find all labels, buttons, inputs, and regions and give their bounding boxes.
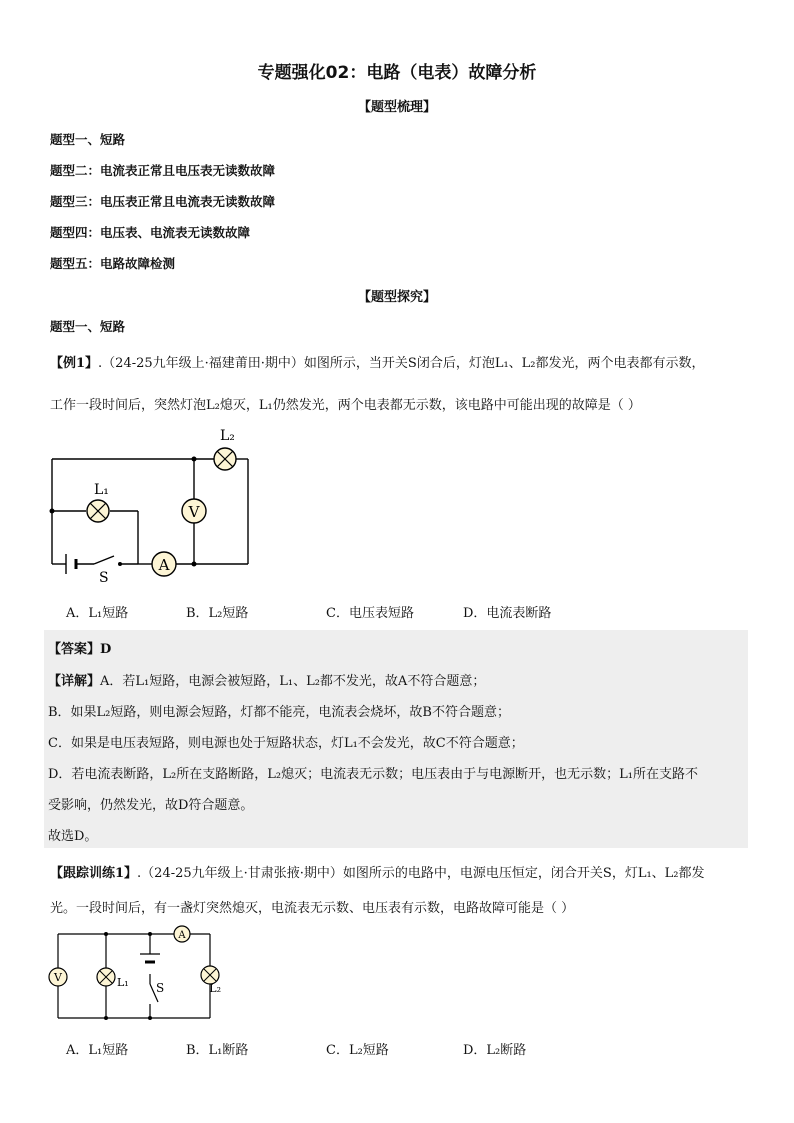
example1-tag: 【例1】 bbox=[50, 356, 99, 371]
section-heading-overview: 【题型梳理】 bbox=[357, 100, 436, 115]
answer-detail-line2: B．如果L₂短路，则电源会短路，灯都不能亮，电流表会烧坏，故B不符合题意； bbox=[48, 705, 510, 720]
answer-detail-line3: C．如果是电压表短路，则电源也处于短路状态，灯L₁不会发光，故C不符合题意； bbox=[48, 736, 524, 751]
example1-option-b: B．L₂短路 bbox=[186, 606, 249, 621]
example1-option-d: D．电流表断路 bbox=[463, 606, 552, 621]
practice1-option-b: B．L₁断路 bbox=[186, 1043, 249, 1058]
example1-option-a: A．L₁短路 bbox=[66, 606, 129, 621]
lamp-l1-icon bbox=[97, 968, 115, 986]
detail-text: A．若L₁短路，电源会被短路，L₁、L₂都不发光，故A不符合题意； bbox=[100, 674, 486, 689]
label-l2: L₂ bbox=[209, 982, 221, 995]
voltmeter-label: V bbox=[188, 503, 200, 521]
practice1-option-c: C．L₂短路 bbox=[326, 1043, 389, 1058]
lamp-l2-icon bbox=[214, 448, 236, 470]
switch-label: S bbox=[156, 981, 165, 995]
section-heading-explore: 【题型探究】 bbox=[357, 290, 436, 305]
example1-circuit-diagram bbox=[44, 424, 256, 584]
example1-line1 bbox=[50, 352, 705, 371]
practice1-tag: 【跟踪训练1】 bbox=[50, 866, 138, 881]
ammeter-label: A bbox=[158, 556, 170, 574]
lamp-l1-icon bbox=[87, 500, 109, 522]
practice1-option-d: D．L₂断路 bbox=[463, 1043, 527, 1058]
toc-item: 题型三：电压表正常且电流表无读数故障 bbox=[50, 194, 276, 209]
toc-item: 题型一、短路 bbox=[50, 132, 126, 147]
ammeter-label: A bbox=[178, 930, 186, 941]
answer-detail-line1 bbox=[48, 670, 485, 689]
voltmeter-label: V bbox=[54, 971, 62, 984]
answer-label: 【答案】D bbox=[48, 642, 112, 657]
toc-item: 题型二：电流表正常且电压表无读数故障 bbox=[50, 163, 276, 178]
answer-detail-line5: 受影响，仍然发光，故D符合题意。 bbox=[48, 798, 254, 813]
toc-item: 题型五：电路故障检测 bbox=[50, 256, 176, 271]
label-l1: L₁ bbox=[94, 482, 109, 498]
detail-tag: 【详解】 bbox=[48, 674, 101, 689]
practice1-line2: 光。一段时间后，有一盏灯突然熄灭，电流表无示数、电压表有示数，电路故障可能是（ ） bbox=[50, 901, 575, 916]
answer-detail-line4: D．若电流表断路，L₂所在支路断路，L₂熄灭；电流表无示数；电压表由于与电源断开，也无示数；L₁所在支路不 bbox=[48, 767, 698, 782]
example1-line2: 工作一段时间后，突然灯泡L₂熄灭，L₁仍然发光，两个电表都无示数，该电路中可能出现的故障是（ ） bbox=[50, 398, 641, 413]
practice1-option-a: A．L₁短路 bbox=[66, 1043, 129, 1058]
practice1-line1 bbox=[50, 862, 705, 881]
label-l2: L₂ bbox=[220, 428, 235, 444]
answer-conclusion: 故选D。 bbox=[48, 829, 98, 844]
label-l1: L₁ bbox=[117, 976, 129, 989]
example1-option-c: C．电压表短路 bbox=[326, 606, 414, 621]
toc-item: 题型四：电压表、电流表无读数故障 bbox=[50, 225, 251, 240]
example1-text: .（24-25九年级上·福建莆田·期中）如图所示，当开关S闭合后，灯泡L₁、L₂都发光，两个电表都有示数， bbox=[98, 356, 705, 371]
practice1-text: .（24-25九年级上·甘肃张掖·期中）如图所示的电路中，电源电压恒定，闭合开关S，灯L₁、L₂都发 bbox=[137, 866, 705, 881]
type-heading: 题型一、短路 bbox=[50, 319, 126, 334]
page-title: 专题强化02：电路（电表）故障分析 bbox=[257, 63, 537, 83]
switch-label: S bbox=[99, 570, 109, 584]
practice1-circuit-diagram bbox=[46, 922, 222, 1028]
